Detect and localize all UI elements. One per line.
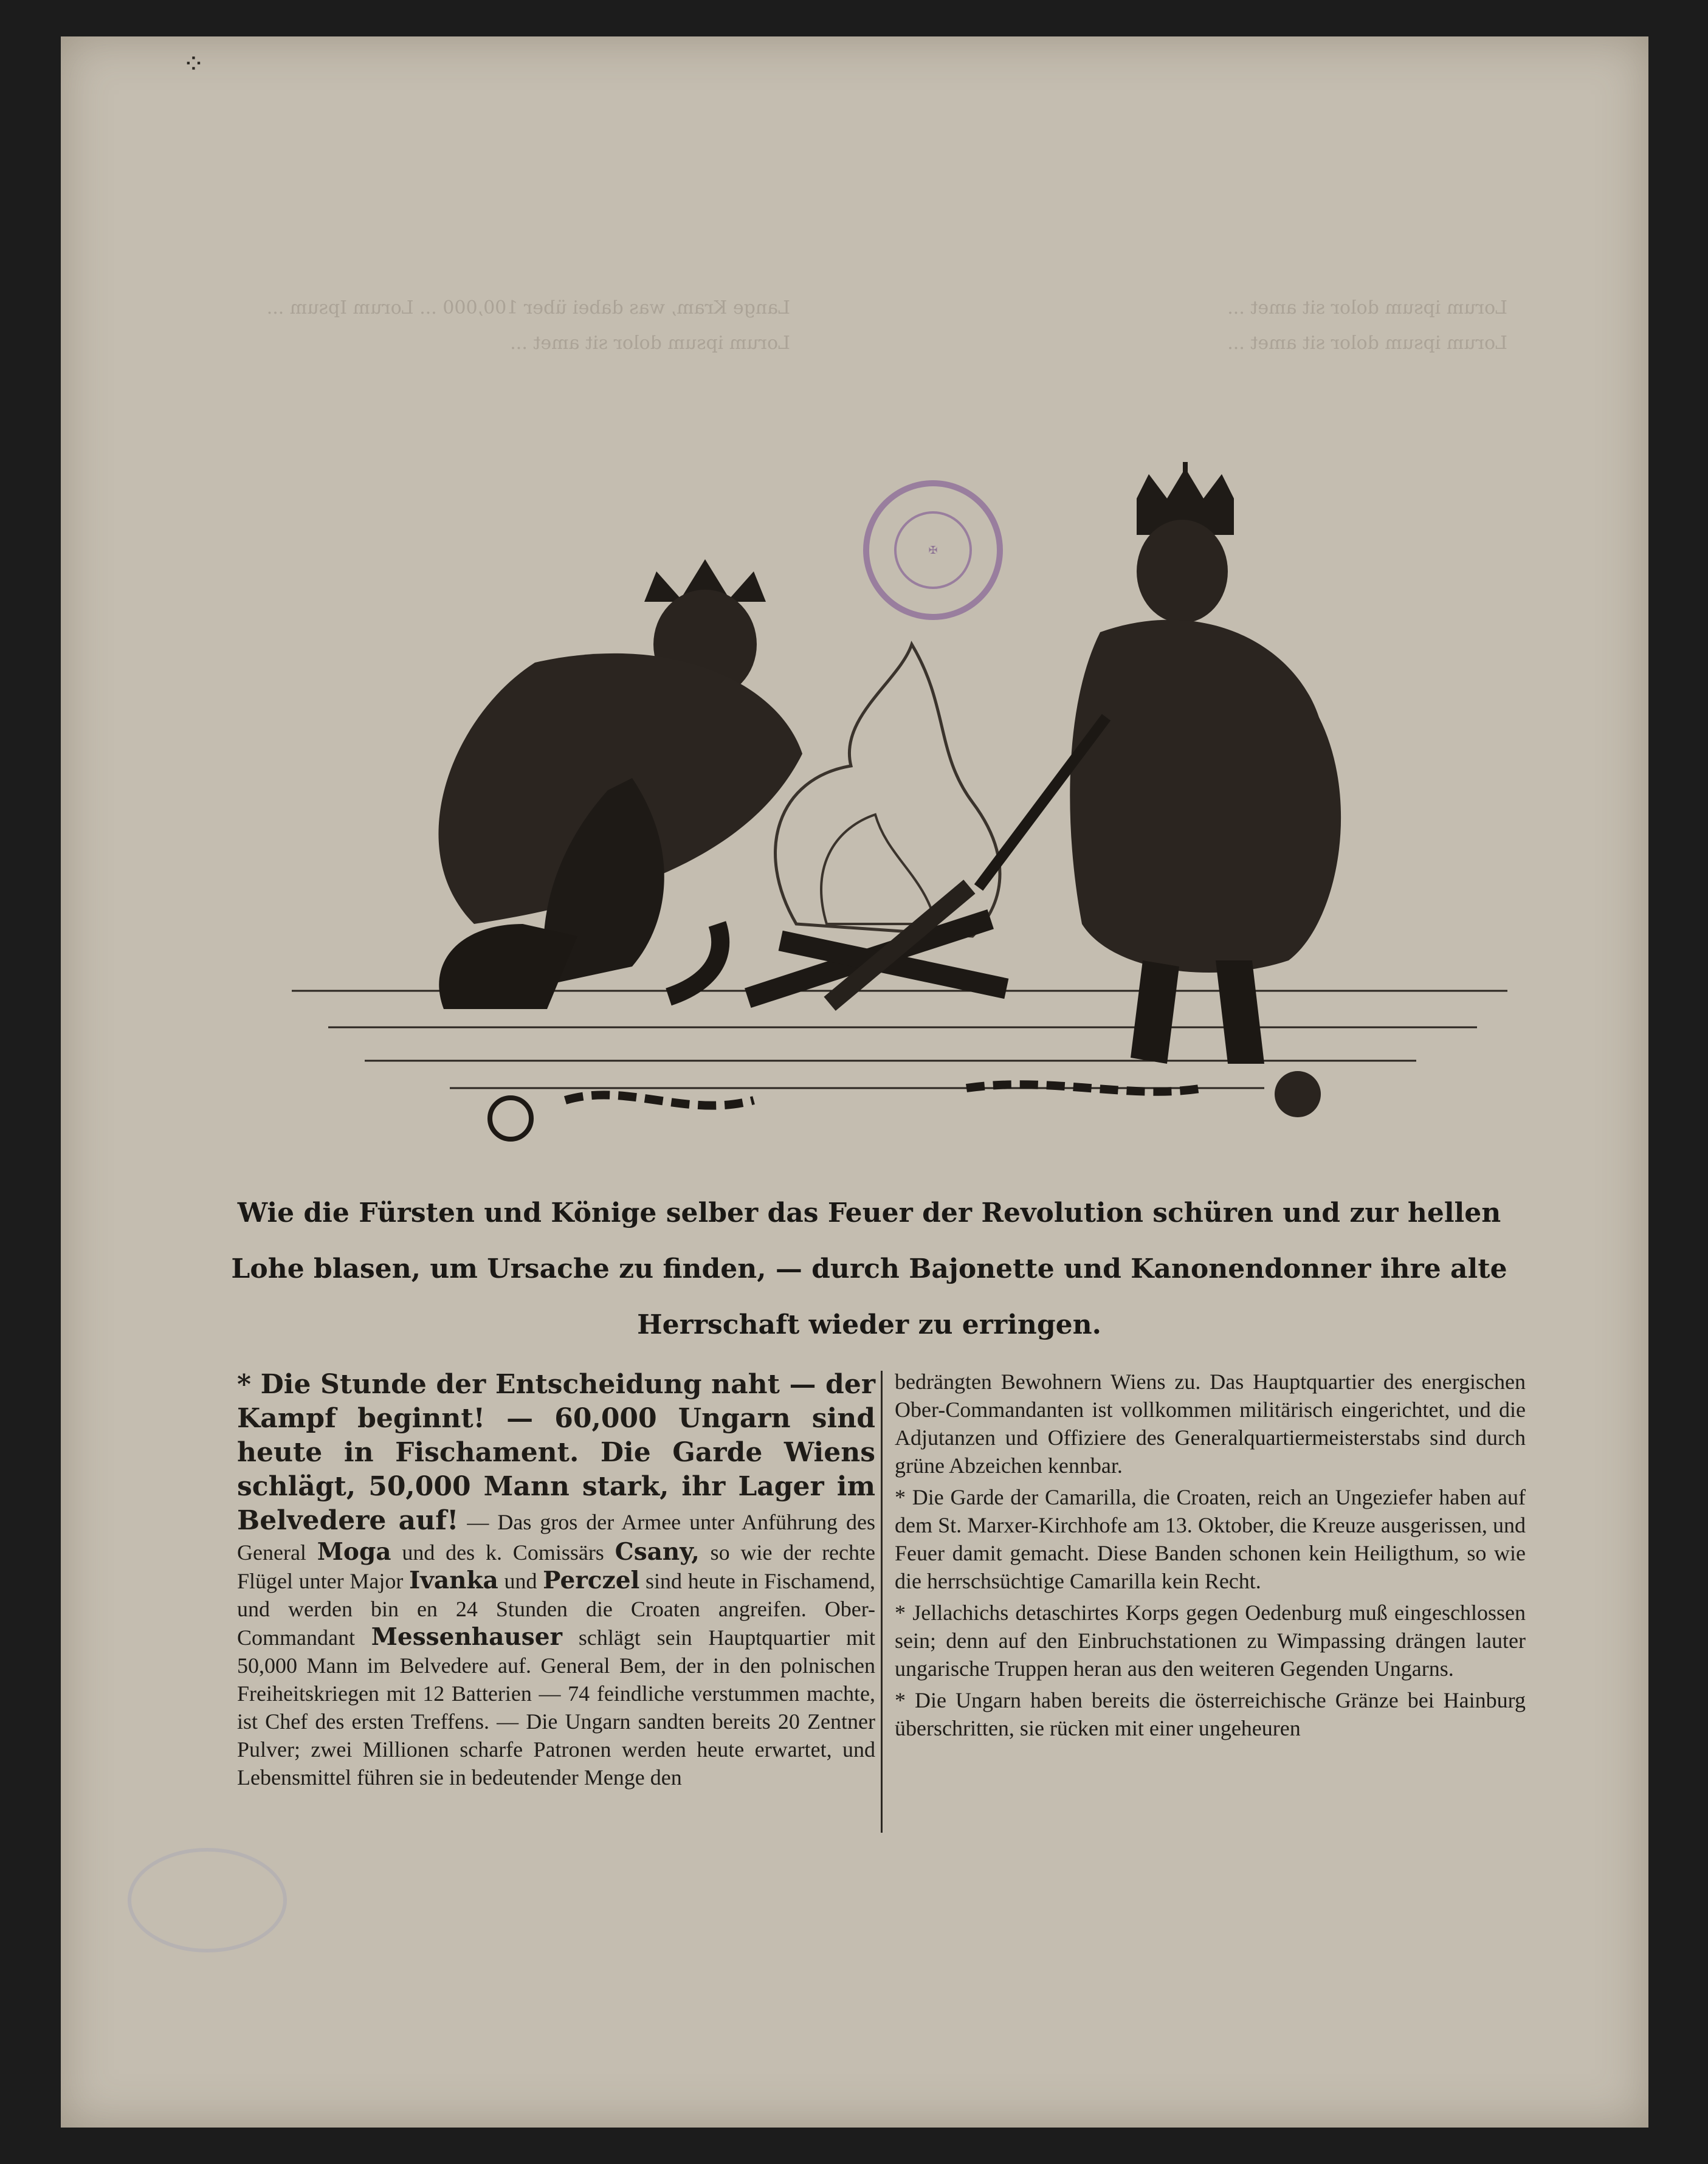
text-run: und des k. Comissärs: [391, 1540, 615, 1565]
right-paragraph-1: bedrängten Bewohnern Wiens zu. Das Hauptquartier des energischen Ober-Commandanten ist vollkommen militärisch eingerichtet, und die Adjutanzen und Offiziere des Generalquartiermeisterstabs sind durch grüne Abzeichen kennbar.: [895, 1370, 1526, 1478]
corner-mark: ⁘: [182, 49, 205, 80]
article-left-column: [237, 1368, 875, 1795]
text-run: — Das gros der Armee unter Anführung des General: [237, 1510, 875, 1565]
text-run: und: [498, 1569, 543, 1593]
illustration-caption: Wie die Fürsten und Könige selber das Feuer der Revolution schüren und zur hellen Lohe blasen, um Ursache zu finden, — durch Bajonette und Kanonendonner ihre alte Herrschaft wieder zu erringen.: [231, 1197, 1507, 1340]
left-column-paragraph: [237, 1368, 875, 1791]
lead-headline: * Die Stunde der Entscheidung naht — der Kampf beginnt! — 60,000 Ungarn sind heute in Fischament. Die Garde Wiens schlägt, 50,000 Mann stark, ihr Lager im Belvedere auf!: [237, 1369, 875, 1536]
right-paragraph-2: * Die Garde der Camarilla, die Croaten, reich an Ungeziefer haben auf dem St. Marxer-Kirchhofe am 13. Oktober, die Kreuze ausgerissen, und Feuer damit gemacht. Diese Banden schonen kein Heiligthum, so wie die herrschsüchtige Camarilla kein Recht.: [895, 1485, 1526, 1593]
faint-stamp: [128, 1848, 287, 1952]
name-csany: Csany,: [615, 1538, 700, 1566]
article-right-column: [895, 1368, 1526, 1746]
show-through-text-left: Lange Kram, was dabei über 100,000 ... Lorum Ipsum ... Lorum ipsum dolor sit amet ...: [266, 297, 790, 354]
name-perczel: Perczel: [543, 1566, 640, 1594]
fallen-crown-orbs: [490, 1071, 1321, 1139]
library-stamp-emblem: ✠: [894, 511, 972, 589]
name-messenhauser: Messenhauser: [371, 1623, 563, 1651]
text-run: schlägt sein Hauptquartier mit 50,000 Mann im Belvedere auf. General Bem, der in den polnischen Freiheitskriegen mit 12 Batterien — 74 feindliche verstummen machte, ist Chef des ersten Treffens. — Die Ungarn sandten bereits 20 Zentner Pulver; zwei Millionen scharfe Patronen werden heute erwartet, und Lebensmittel führen sie in bedeutender Menge den: [237, 1625, 875, 1790]
right-paragraph-3: * Jellachichs detaschirtes Korps gegen Oedenburg muß eingeschlossen sein; denn auf den Einbruchstationen zu Wimpassing drängen lauter ungarische Truppen heran aus den weiteren Gegenden Ungarns.: [895, 1601, 1526, 1681]
show-through-text-right: Lorum ipsum dolor sit amet ... Lorum ipsum dolor sit amet ...: [1227, 297, 1507, 354]
name-ivanka: Ivanka: [408, 1566, 498, 1594]
right-paragraph-4: * Die Ungarn haben bereits die österreichische Gränze bei Hainburg überschritten, sie rücken mit einer ungeheuren: [895, 1688, 1526, 1740]
text-run: so wie der rechte Flügel unter Major: [237, 1540, 875, 1593]
woodcut-illustration: [292, 462, 1507, 1149]
standing-king-figure: [979, 462, 1341, 1064]
kneeling-king-figure: [438, 559, 802, 1009]
column-divider: [881, 1371, 883, 1833]
name-moga: Moga: [317, 1538, 391, 1566]
text-run: sind heute in Fischamend, und werden bin en 24 Stunden die Croaten angreifen. Ober-Commandant: [237, 1569, 875, 1650]
fire-and-logs: [745, 644, 1008, 1011]
